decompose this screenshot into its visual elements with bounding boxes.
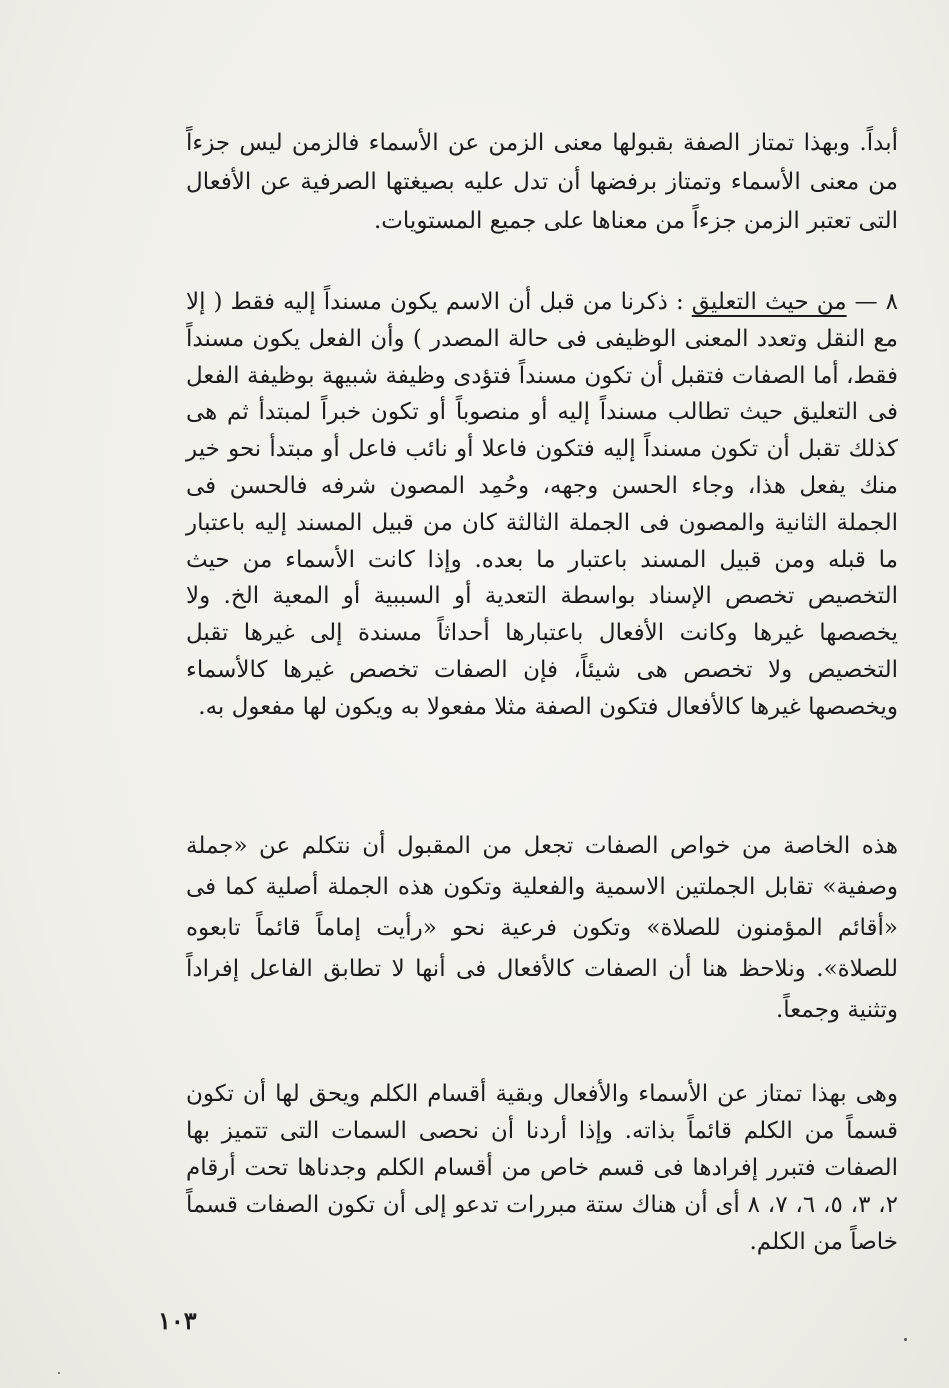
scan-speck: [904, 1338, 907, 1341]
section-heading: من حيث التعليق: [691, 289, 847, 315]
paragraph-2-text: [186, 284, 898, 726]
paragraph-1-text: أبداً. وبهذا تمتاز الصفة بقبولها معنى الزمن عن الأسماء فالزمن ليس جزءاً من معنى الأسماء وتمتاز برفضها أن تدل عليه بصيغتها الصرفية عن الأفعال التى تعتبر الزمن جزءاً من معناها على جميع المستويات.: [186, 130, 898, 234]
section-body: : ذكرنا من قبل أن الاسم يكون مسنداً إليه فقط ( إلا مع النقل وتعدد المعنى الوظيفى فى حالة المصدر ) وأن الفعل يكون مسنداً فقط، أما الصفات فتقبل أن تكون مسنداً فتؤدى وظيفة شبيهة بوظيفة الفعل فى التعليق حيث تطالب مسنداً إليه أو منصوباً أو تكون خبراً لمبتدأ ثم هى كذلك تقبل أن تكون مسنداً إليه فتكون فاعلا أو نائب فاعل أو مبتدأ نحو خير منك يفعل هذا، وجاء الحسن وجهه، وحُمِد المصون شرفه فالحسن فى الجملة الثانية والمصون فى الجملة الثالثة كان من قبيل المسند إليه باعتبار ما قبله ومن قبيل المسند باعتبار ما بعده. وإذا كانت الأسماء من حيث التخصيص تخصص الإسناد بواسطة التعدية أو السببية أو المعية الخ. ولا يخصصها غيرها وكانت الأفعال باعتبارها أحداثاً مسندة إلى غيرها تقبل التخصيص ولا تخصص هى شيئاً، فإن الصفات تخصص غيرها كالأسماء ويخصصها غيرها كالأفعال فتكون الصفة مثلا مفعولا به ويكون لها مفعول به.: [186, 289, 898, 720]
paragraph-1: [186, 124, 898, 241]
paragraph-3-text: هذه الخاصة من خواص الصفات تجعل من المقبول أن نتكلم عن «جملة وصفية» تقابل الجملتين الاسمية والفعلية وتكون هذه الجملة أصلية كما فى «أقائم المؤمنون للصلاة» وتكون فرعية نحو «رأيت إماماً قائماً تابعوه للصلاة». ونلاحظ هنا أن الصفات كالأفعال فى أنها لا تطابق الفاعل إفراداً وتثنية وجمعاً.: [186, 833, 898, 1023]
paragraph-4: [186, 1076, 898, 1261]
paragraph-3: [186, 826, 898, 1031]
page-number: ١٠٣: [158, 1306, 197, 1335]
section-number: ٨ —: [854, 289, 899, 315]
paragraph-4-text: وهى بهذا تمتاز عن الأسماء والأفعال وبقية أقسام الكلم ويحق لها أن تكون قسماً من الكلم قائماً بذاته. وإذا أردنا أن نحصى السمات التى تتميز بها الصفات فتبرر إفرادها فى قسم خاص من أقسام الكلم وجدناها تحت أرقام ٢، ٣، ٥، ٦، ٧، ٨ أى أن هناك ستة مبررات تدعو إلى أن تكون الصفات قسماً خاصاً من الكلم.: [186, 1081, 899, 1255]
paragraph-2: [186, 284, 898, 726]
scan-speck: [58, 1372, 60, 1374]
